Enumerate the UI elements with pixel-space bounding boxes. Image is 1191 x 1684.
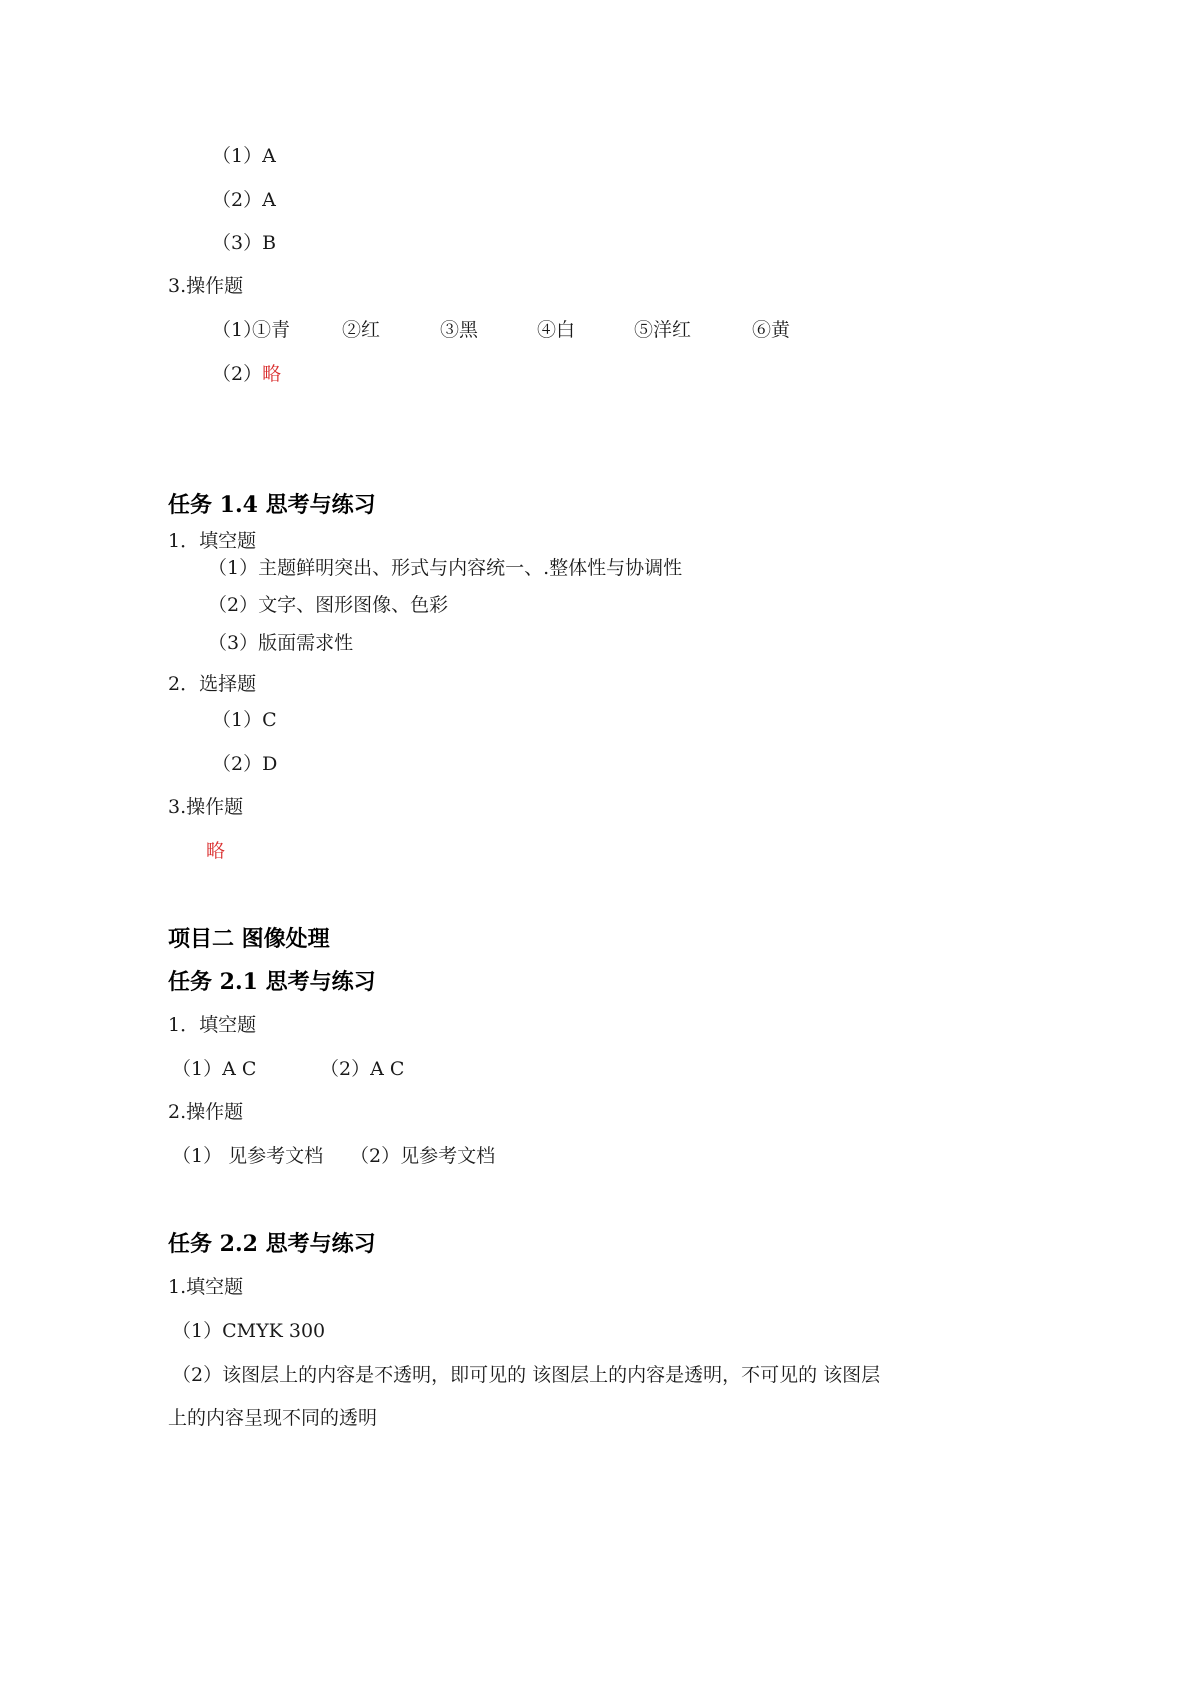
- task-2-1-operation-answer-1: （1） 见参考文档: [172, 1145, 324, 1167]
- task-2-1-fill-answer-2: （2）A C: [320, 1058, 405, 1080]
- task-2-2-fill-answer-1: （1）CMYK 300: [172, 1320, 326, 1342]
- color-answers-prefix: （1）: [212, 319, 263, 341]
- task-2-2-heading: 任务 2.2 思考与练习: [168, 1231, 376, 1257]
- color-answer-2: ②红: [342, 319, 381, 341]
- task-2-1-operation-answer-2: （2）见参考文档: [350, 1145, 496, 1167]
- color-answer-4: ④白: [537, 319, 576, 341]
- task-1-4-fill-label: 1．填空题: [168, 530, 257, 552]
- task-1-4-choice-label: 2．选择题: [168, 673, 257, 695]
- task-2-1-operation-label: 2.操作题: [168, 1101, 244, 1123]
- task-1-4-operation-answer: 略: [206, 840, 226, 862]
- task-1-4-fill-answer-1: （1）主题鲜明突出、形式与内容统一、.整体性与协调性: [208, 557, 683, 579]
- operation-answer-2-prefix: （2）: [212, 363, 263, 385]
- task-2-2-fill-answer-2-line-1: （2）该图层上的内容是不透明，即可见的 该图层上的内容是透明，不可见的 该图层: [172, 1364, 881, 1386]
- task-1-4-fill-answer-3: （3）版面需求性: [208, 632, 354, 654]
- color-answer-5: ⑤洋红: [634, 319, 692, 341]
- task-2-1-heading: 任务 2.1 思考与练习: [168, 969, 376, 995]
- project-2-heading: 项目二 图像处理: [168, 926, 330, 952]
- operation-label: 3.操作题: [168, 275, 244, 297]
- color-answer-6: ⑥黄: [752, 319, 791, 341]
- operation-answer-2: 略: [262, 363, 282, 385]
- task-2-2-fill-answer-2-line-2: 上的内容呈现不同的透明: [168, 1407, 378, 1429]
- task-2-1-fill-label: 1．填空题: [168, 1014, 257, 1036]
- task-2-1-fill-answer-1: （1）A C: [172, 1058, 257, 1080]
- color-answer-3: ③黑: [440, 319, 479, 341]
- task-1-4-heading: 任务 1.4 思考与练习: [168, 492, 376, 518]
- operation-answer-2-line: [212, 361, 281, 387]
- task-2-2-fill-label: 1.填空题: [168, 1276, 244, 1298]
- task-1-4-operation-label: 3.操作题: [168, 796, 244, 818]
- choice-answer-2: （2）A: [212, 189, 276, 211]
- color-answer-1: ①青: [252, 319, 291, 341]
- task-1-4-choice-answer-1: （1）C: [212, 709, 277, 731]
- task-1-4-choice-answer-2: （2）D: [212, 753, 278, 775]
- choice-answer-3: （3）B: [212, 232, 277, 254]
- choice-answer-1: （1）A: [212, 145, 276, 167]
- task-1-4-fill-answer-2: （2）文字、图形图像、色彩: [208, 594, 449, 616]
